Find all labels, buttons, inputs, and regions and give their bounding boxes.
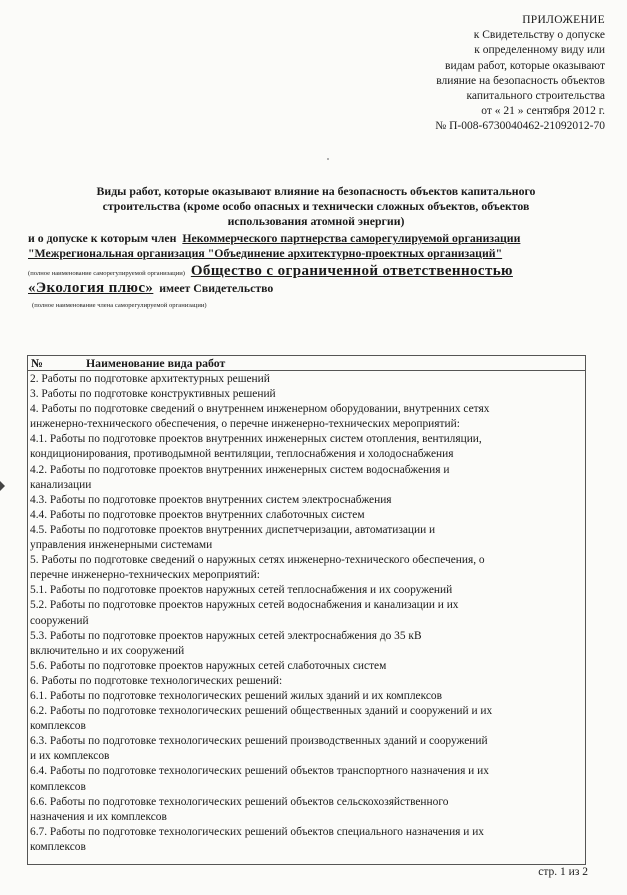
scan-speck — [327, 158, 329, 160]
appendix-date: от « 21 » сентября 2012 г. — [481, 105, 605, 118]
table-row: управления инженерными системами — [30, 539, 213, 552]
table-row: кондиционирования, противодымной вентиляции, теплоснабжения и холодоснабжения — [30, 448, 454, 461]
member-lead: и о допуске к которым член — [28, 231, 177, 245]
heading-line: строительства (кроме особо опасных и технически сложных объектов, объектов — [102, 199, 530, 213]
column-header-number: № — [31, 356, 43, 370]
heading-line: Виды работ, которые оказывают влияние на безопасность объектов капитального — [96, 184, 536, 198]
appendix-title: ПРИЛОЖЕНИЕ — [522, 14, 605, 26]
appendix-line: к определенному виду или — [474, 44, 605, 57]
appendix-line: капитального строительства — [466, 90, 605, 103]
mouse-cursor-icon — [0, 481, 5, 491]
table-row: 5.2. Работы по подготовке проектов наружных сетей водоснабжения и канализации и их — [30, 599, 459, 612]
company-name-note: (полное наименование члена саморегулируемой организации) — [32, 302, 207, 309]
table-row: 4.1. Работы по подготовке проектов внутренних инженерных систем отопления, вентиляции, — [30, 433, 482, 446]
table-row: 6.6. Работы по подготовке технологических решений объектов сельскохозяйственного — [30, 795, 449, 808]
table-row: 5.6. Работы по подготовке проектов наружных сетей слаботочных систем — [30, 659, 387, 672]
appendix-block — [345, 13, 605, 135]
table-row: 6.7. Работы по подготовке технологических решений объектов специального назначения и их — [30, 825, 484, 838]
table-row: 6.1. Работы по подготовке технологических решений жилых зданий и их комплексов — [30, 689, 442, 702]
appendix-number: № П-008-6730040462-21092012-70 — [435, 120, 605, 133]
table-row: 6.4. Работы по подготовке технологических решений объектов транспортного назначения и их — [30, 765, 489, 778]
table-row: комплексов — [30, 840, 86, 853]
table-row: комплексов — [30, 780, 86, 793]
table-row: 4.2. Работы по подготовке проектов внутренних инженерных систем водоснабжения и — [30, 463, 450, 476]
table-row: 4.3. Работы по подготовке проектов внутренних систем электроснабжения — [30, 493, 392, 506]
work-types-table — [27, 355, 586, 865]
appendix-line: влияние на безопасность объектов — [436, 74, 605, 87]
table-row: 4.5. Работы по подготовке проектов внутренних диспетчеризации, автоматизации и — [30, 523, 436, 536]
table-row: сооружений — [30, 614, 89, 627]
has-certificate-text: имеет Свидетельство — [159, 281, 274, 295]
company-name-line2: «Экология плюс» — [28, 280, 154, 296]
table-row: перечне инженерно-технических мероприятий: — [30, 569, 260, 582]
sro-name-line2: "Межрегиональная организация "Объединение архитектурно-проектных организаций" — [28, 246, 503, 260]
appendix-line: видам работ, которые оказывают — [445, 59, 605, 72]
table-body — [28, 371, 585, 855]
table-row: 5.1. Работы по подготовке проектов наружных сетей теплоснабжения и их сооружений — [30, 584, 453, 597]
table-row: 5. Работы по подготовке сведений о наружных сетях инженерно-технического обеспечения, о — [30, 554, 485, 567]
table-row: 6.2. Работы по подготовке технологических решений общественных зданий и сооружений и их — [30, 705, 493, 718]
table-row: назначения и их комплексов — [30, 810, 167, 823]
table-row: 5.3. Работы по подготовке проектов наружных сетей электроснабжения до 35 кВ — [30, 629, 422, 642]
table-row: 6.3. Работы по подготовке технологических решений производственных зданий и сооружений — [30, 735, 488, 748]
table-row: комплексов — [30, 720, 86, 733]
table-row: 4.4. Работы по подготовке проектов внутренних слаботочных систем — [30, 508, 365, 521]
sro-name-line1: Некоммерческого партнерства саморегулируемой организации — [182, 231, 521, 245]
sro-name-note: (полное наименование саморегулируемой организации) — [28, 270, 185, 277]
document-heading — [40, 184, 592, 229]
table-row: 2. Работы по подготовке архитектурных решений — [30, 373, 270, 385]
table-row: 3. Работы по подготовке конструктивных решений — [30, 388, 276, 401]
column-header-name: Наименование вида работ — [86, 356, 226, 370]
table-row: 6. Работы по подготовке технологических решений: — [30, 674, 283, 687]
table-header — [28, 356, 585, 371]
table-row: 4. Работы по подготовке сведений о внутреннем инженерном оборудовании, внутренних сетях — [30, 403, 490, 416]
heading-line: использования атомной энергии) — [227, 214, 405, 228]
appendix-line: к Свидетельству о допуске — [473, 29, 605, 42]
page-number: стр. 1 из 2 — [538, 866, 588, 878]
table-row: инженерно-технического обеспечения, о перечне инженерно-технических мероприятий: — [30, 418, 460, 431]
table-row: канализации — [30, 478, 92, 491]
table-row: и их комплексов — [30, 750, 110, 763]
table-row: включительно и их сооружений — [30, 644, 185, 657]
company-name-line1: Общество с ограниченной ответственностью — [190, 263, 513, 279]
